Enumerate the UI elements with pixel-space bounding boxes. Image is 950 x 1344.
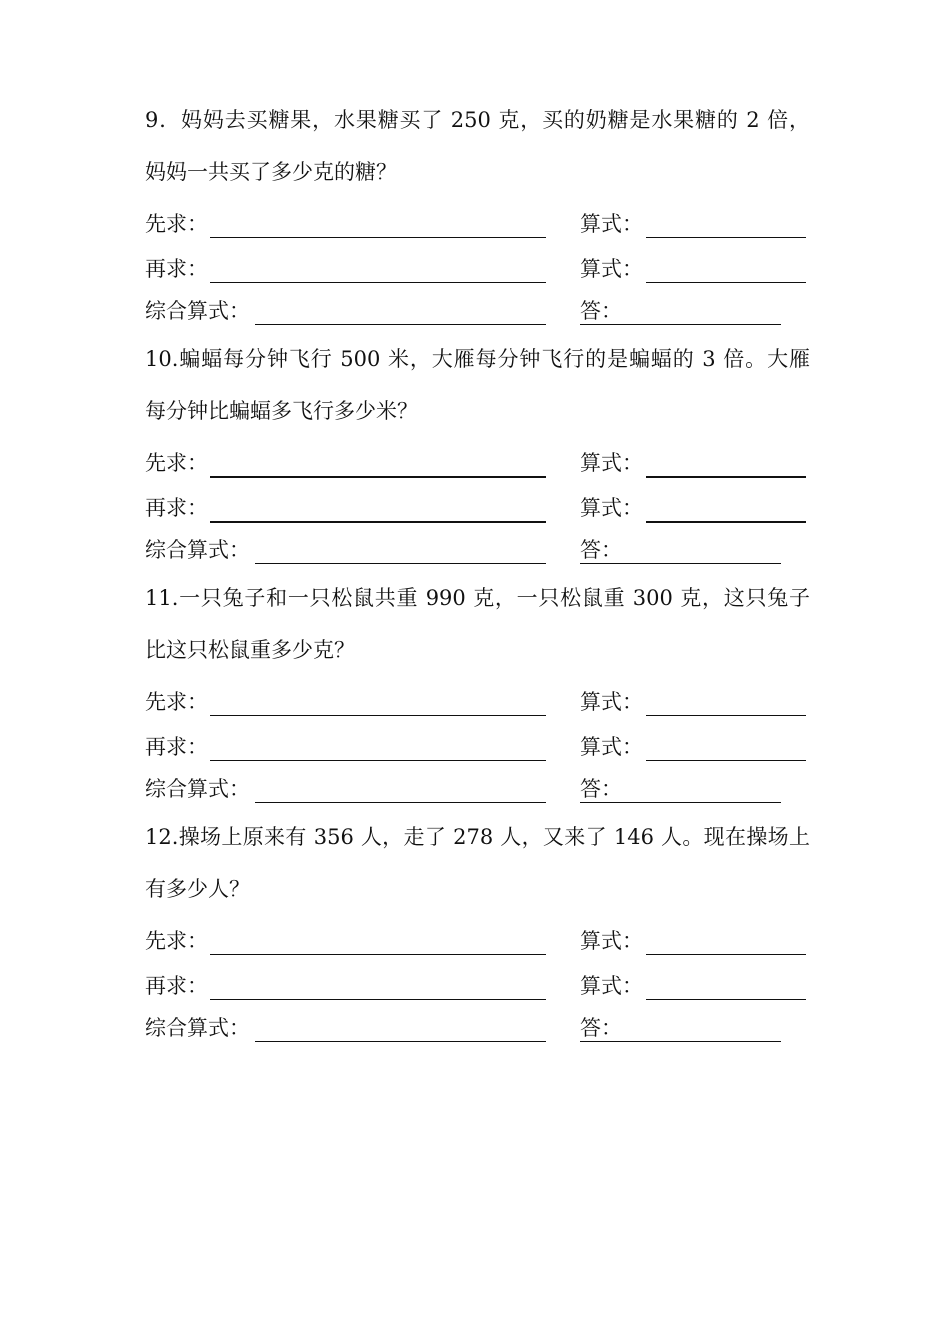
- combined-formula-label: 综合算式：: [145, 538, 250, 562]
- then-step-label: 再求：: [145, 496, 208, 520]
- then-step-row: [145, 972, 810, 1002]
- first-step-label: 先求：: [145, 451, 208, 475]
- first-step-blank[interactable]: [210, 476, 546, 478]
- formula-label: 算式：: [580, 257, 643, 281]
- first-formula-blank[interactable]: [646, 954, 806, 955]
- formula-label: 算式：: [580, 496, 643, 520]
- combined-formula-label: 综合算式：: [145, 299, 250, 323]
- first-step-row: [145, 688, 810, 718]
- first-step-label: 先求：: [145, 212, 208, 236]
- then-step-row: [145, 733, 810, 763]
- combined-row: [145, 775, 810, 805]
- then-step-label: 再求：: [145, 735, 208, 759]
- formula-label: 算式：: [580, 974, 643, 998]
- answer-label: 答：: [580, 299, 622, 323]
- first-step-label: 先求：: [145, 929, 208, 953]
- formula-label: 算式：: [580, 735, 643, 759]
- answer-label: 答：: [580, 777, 622, 801]
- answer-blank[interactable]: [580, 802, 781, 803]
- combined-row: [145, 536, 810, 566]
- then-step-row: [145, 255, 810, 285]
- first-step-row: [145, 927, 810, 957]
- then-formula-blank[interactable]: [646, 760, 806, 761]
- answer-blank[interactable]: [580, 1041, 781, 1042]
- first-formula-blank[interactable]: [646, 237, 806, 238]
- combined-row: [145, 297, 810, 327]
- combined-formula-label: 综合算式：: [145, 777, 250, 801]
- first-step-label: 先求：: [145, 690, 208, 714]
- then-step-blank[interactable]: [210, 282, 546, 283]
- first-step-row: [145, 210, 810, 240]
- first-step-blank[interactable]: [210, 954, 546, 955]
- answer-label: 答：: [580, 538, 622, 562]
- first-formula-blank[interactable]: [646, 476, 806, 478]
- combined-formula-blank[interactable]: [255, 324, 546, 325]
- question-text-line-2: 比这只松鼠重多少克？: [145, 638, 355, 662]
- question-text-line-1: 9．妈妈去买糖果，水果糖买了 250 克，买的奶糖是水果糖的 2 倍，: [145, 108, 810, 132]
- then-step-row: [145, 494, 810, 524]
- then-formula-blank[interactable]: [646, 521, 806, 523]
- then-step-blank[interactable]: [210, 999, 546, 1000]
- formula-label: 算式：: [580, 451, 643, 475]
- then-step-blank[interactable]: [210, 760, 546, 761]
- combined-row: [145, 1014, 810, 1044]
- then-step-label: 再求：: [145, 257, 208, 281]
- question-text-line-1: 10.蝙蝠每分钟飞行 500 米，大雁每分钟飞行的是蝙蝠的 3 倍。大雁: [145, 347, 810, 371]
- then-step-blank[interactable]: [210, 521, 546, 523]
- formula-label: 算式：: [580, 929, 643, 953]
- combined-formula-blank[interactable]: [255, 802, 546, 803]
- question-text-line-2: 有多少人？: [145, 877, 250, 901]
- question-text-line-1: 11.一只兔子和一只松鼠共重 990 克，一只松鼠重 300 克，这只兔子: [145, 586, 810, 610]
- question-text-line-2: 妈妈一共买了多少克的糖？: [145, 160, 397, 184]
- answer-label: 答：: [580, 1016, 622, 1040]
- then-formula-blank[interactable]: [646, 282, 806, 283]
- answer-blank[interactable]: [580, 324, 781, 325]
- first-formula-blank[interactable]: [646, 715, 806, 716]
- question-text-line-1: 12.操场上原来有 356 人，走了 278 人，又来了 146 人。现在操场上: [145, 825, 810, 849]
- combined-formula-label: 综合算式：: [145, 1016, 250, 1040]
- question-text-line-2: 每分钟比蝙蝠多飞行多少米？: [145, 399, 418, 423]
- first-step-blank[interactable]: [210, 237, 546, 238]
- then-step-label: 再求：: [145, 974, 208, 998]
- first-step-row: [145, 449, 810, 479]
- formula-label: 算式：: [580, 212, 643, 236]
- first-step-blank[interactable]: [210, 715, 546, 716]
- combined-formula-blank[interactable]: [255, 1041, 546, 1042]
- combined-formula-blank[interactable]: [255, 563, 546, 564]
- formula-label: 算式：: [580, 690, 643, 714]
- answer-blank[interactable]: [580, 563, 781, 564]
- then-formula-blank[interactable]: [646, 999, 806, 1000]
